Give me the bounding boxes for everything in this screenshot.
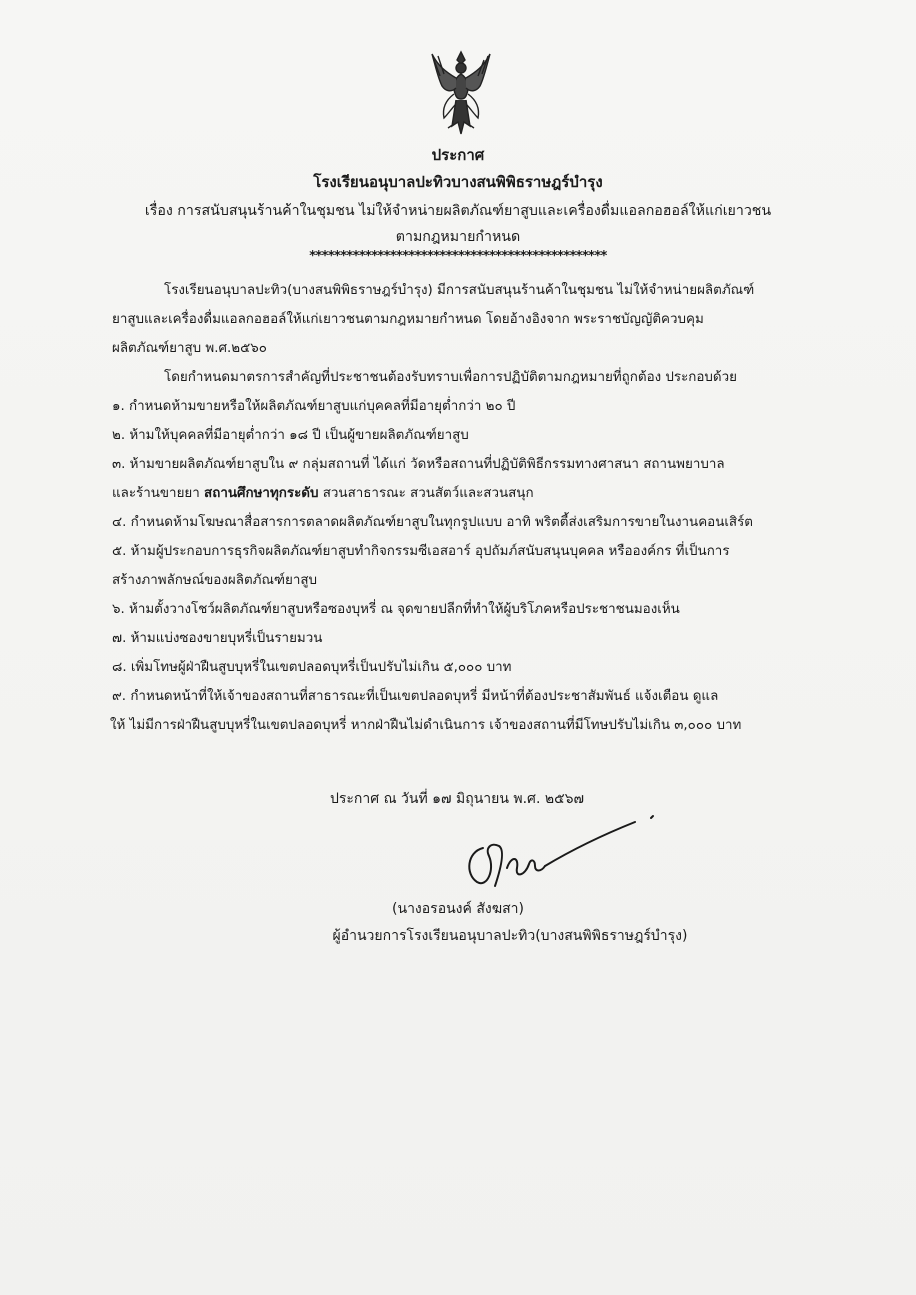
measure-item-2: ๒. ห้ามให้บุคคลที่มีอายุต่ำกว่า ๑๘ ปี เป็นผู้ขายผลิตภัณฑ์ยาสูบ [112, 428, 469, 443]
measure-item-3-line-1: ๓. ห้ามขายผลิตภัณฑ์ยาสูบใน ๙ กลุ่มสถานที่ ได้แก่ วัดหรือสถานที่ปฏิบัติพิธีกรรมทางศาสนา สถานพยาบาล [112, 457, 725, 472]
measure-item-5-line-1: ๕. ห้ามผู้ประกอบการธุรกิจผลิตภัณฑ์ยาสูบทำกิจกรรมซีเอสอาร์ อุปถัมภ์สนับสนุนบุคคล หรือองค์กร ที่เป็นการ [112, 544, 730, 559]
intro-line-1: โรงเรียนอนุบาลปะทิว(บางสนพิพิธราษฎร์บำรุง) มีการสนับสนุนร้านค้าในชุมชน ไม่ให้จำหน่ายผลิตภัณฑ์ [164, 283, 755, 298]
intro-line-3: ผลิตภัณฑ์ยาสูบ พ.ศ.๒๕๖๐ [112, 341, 267, 356]
announcement-body [112, 276, 852, 740]
measure-item-9-line-2: ให้ ไม่มีการฝ่าฝืนสูบบุหรี่ในเขตปลอดบุหรี่ หากฝ่าฝืนไม่ดำเนินการ เจ้าของสถานที่มีโทษปรับไม่เกิน ๓,๐๐๐ บาท [110, 718, 742, 733]
measure-item-1: ๑. กำหนดห้ามขายหรือให้ผลิตภัณฑ์ยาสูบแก่บุคคลที่มีอายุต่ำกว่า ๒๐ ปี [112, 399, 516, 414]
announcement-date: ประกาศ ณ วันที่ ๑๗ มิถุนายน พ.ศ. ๒๕๖๗ [330, 791, 585, 807]
signer-position: ผู้อำนวยการโรงเรียนอนุบาลปะทิว(บางสนพิพิธราษฎร์บำรุง) [332, 928, 688, 944]
school-name-heading: โรงเรียนอนุบาลปะทิวบางสนพิพิธราษฎร์บำรุง [313, 173, 603, 191]
measure-item-3-line-2 [112, 479, 852, 508]
measure-item-4: ๔. กำหนดห้ามโฆษณาสื่อสารการตลาดผลิตภัณฑ์ยาสูบในทุกรูปแบบ อาทิ พริตตี้ส่งเสริมการขายในงานคอนเสิร์ต [112, 515, 753, 530]
item3-bold-school-levels: สถานศึกษาทุกระดับ [204, 486, 319, 501]
measures-intro: โดยกำหนดมาตรการสำคัญที่ประชาชนต้องรับทราบเพื่อการปฏิบัติตามกฎหมายที่ถูกต้อง ประกอบด้วย [164, 370, 737, 385]
signature-icon [455, 812, 665, 902]
item3-text-b: สวนสาธารณะ สวนสัตว์และสวนสนุก [318, 486, 534, 501]
measure-item-5-line-2: สร้างภาพลักษณ์ของผลิตภัณฑ์ยาสูบ [112, 573, 318, 588]
subject-line-2: ตามกฎหมายกำหนด [395, 229, 521, 245]
measure-item-8: ๘. เพิ่มโทษผู้ฝ่าฝืนสูบบุหรี่ในเขตปลอดบุหรี่เป็นปรับไม่เกิน ๕,๐๐๐ บาท [112, 660, 512, 675]
signer-name: (นางอรอนงค์ สังฆสา) [392, 901, 524, 917]
measure-item-9-line-1: ๙. กำหนดหน้าที่ให้เจ้าของสถานที่สาธารณะที่เป็นเขตปลอดบุหรี่ มีหน้าที่ต้องประชาสัมพันธ์ แจ้งเตือน ดูแล [112, 689, 719, 704]
intro-line-2: ยาสูบและเครื่องดื่มแอลกอฮอล์ให้แก่เยาวชนตามกฎหมายกำหนด โดยอ้างอิงจาก พระราชบัญญัติควบคุม [112, 312, 704, 327]
garuda-emblem-icon [428, 48, 494, 138]
measure-item-7: ๗. ห้ามแบ่งซองขายบุหรี่เป็นรายมวน [112, 631, 323, 646]
divider-stars: ************************************************ [309, 249, 607, 264]
subject-line-1: เรื่อง การสนับสนุนร้านค้าในชุมชน ไม่ให้จำหน่ายผลิตภัณฑ์ยาสูบและเครื่องดื่มแอลกอฮอล์ให้แก่เยาวชน [144, 203, 772, 219]
measure-item-6: ๖. ห้ามตั้งวางโชว์ผลิตภัณฑ์ยาสูบหรือซองบุหรี่ ณ จุดขายปลีกที่ทำให้ผู้บริโภคหรือประชาชนมองเห็น [112, 602, 680, 617]
item3-text-a: และร้านขายยา [112, 486, 205, 501]
announcement-title: ประกาศ [431, 146, 485, 164]
